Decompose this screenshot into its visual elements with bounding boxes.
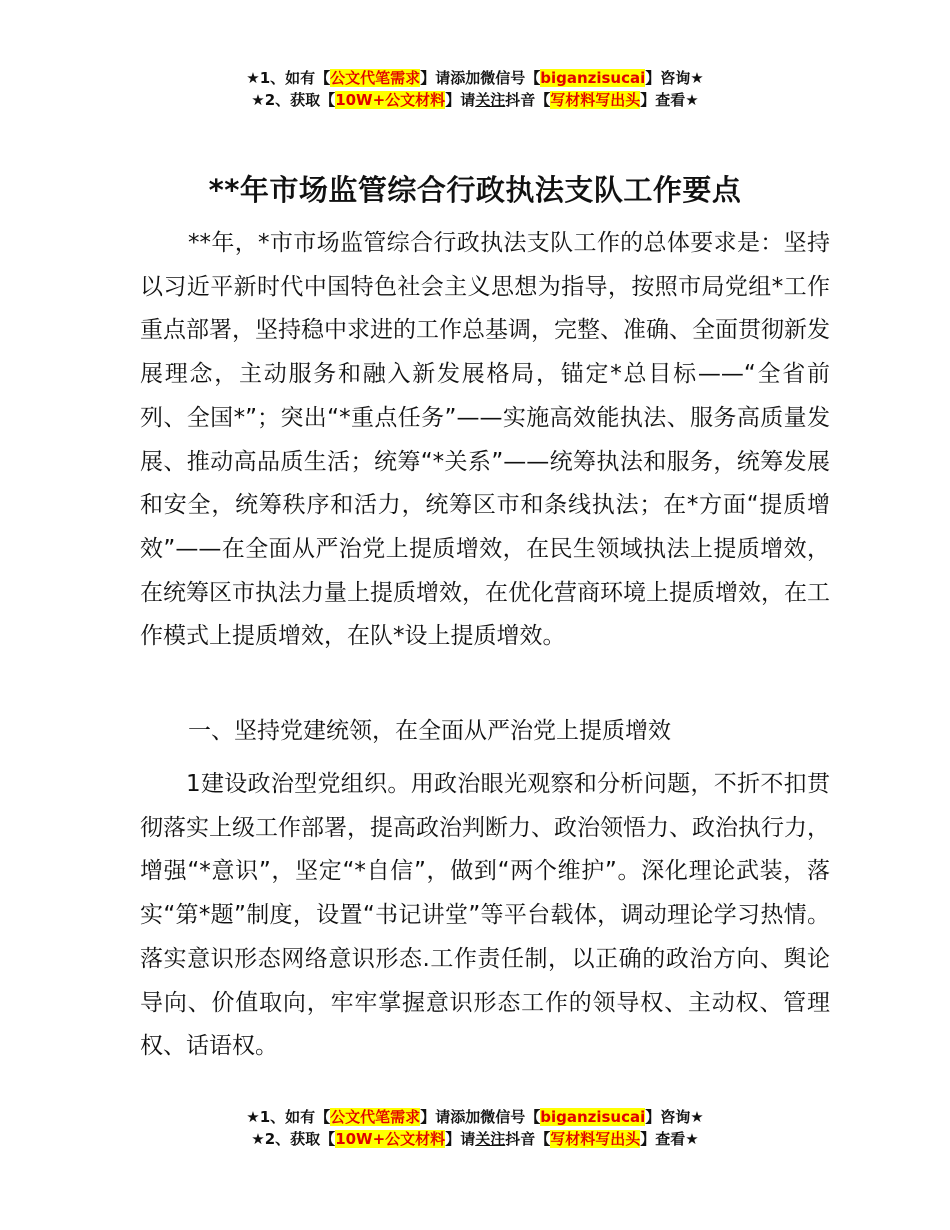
- banner-text: ★2、获取【: [251, 1130, 336, 1148]
- intro-paragraph: [140, 222, 830, 659]
- banner-line-1: [0, 1106, 950, 1128]
- highlight-wechat-id: biganzisucai: [540, 69, 646, 87]
- banner-line-2: [0, 1128, 950, 1150]
- document-title: **年市场监管综合行政执法支队工作要点: [208, 173, 742, 207]
- highlight-douyin: 写材料写出头: [550, 1130, 641, 1148]
- section-heading: [188, 710, 830, 754]
- banner-text: 】请添加微信号【: [420, 69, 541, 87]
- underlined-follow: 关注: [475, 91, 506, 109]
- paragraph-text: **年，*市市场监管综合行政执法支队工作的总体要求是：坚持以习近平新时代中国特色社会主义思想为指导，按照市局党组*工作重点部署，坚持稳中求进的工作总基调，完整、准确、全面贯彻新发展理念，主动服务和融入新发展格局，锚定*总目标——“全省前列、全国*”；突出“*重点任务”——实施高效能执法、服务高质量发展、推动高品质生活；统筹“*关系”——统筹执法和服务，统筹发展和安全，统筹秩序和活力，统筹区市和条线执法；在*方面“提质增效”——在全面从严治党上提质增效，在民生领域执法上提质增效，在统筹区市执法力量上提质增效，在优化营商环境上提质增效，在工作模式上提质增效，在队*设上提质增效。: [140, 230, 830, 650]
- banner-text: 抖音【: [505, 1130, 551, 1148]
- banner-line-1: [0, 67, 950, 89]
- banner-text: ★2、获取【: [251, 91, 336, 109]
- highlight-service: 公文代笔需求: [330, 69, 421, 87]
- item-paragraph: [140, 763, 830, 1069]
- footer-banner: [0, 1106, 950, 1150]
- underlined-follow: 关注: [475, 1130, 506, 1148]
- banner-line-2: [0, 89, 950, 111]
- highlight-materials: 10W+公文材料: [335, 91, 446, 109]
- banner-text: 】咨询★: [645, 69, 704, 87]
- highlight-materials: 10W+公文材料: [335, 1130, 446, 1148]
- banner-text: 】查看★: [640, 91, 699, 109]
- banner-text: 】请: [445, 1130, 476, 1148]
- banner-text: 】请: [445, 91, 476, 109]
- highlight-douyin: 写材料写出头: [550, 91, 641, 109]
- banner-text: 】查看★: [640, 1130, 699, 1148]
- section-heading-text: 一、坚持党建统领，在全面从严治党上提质增效: [188, 718, 671, 744]
- banner-text: ★1、如有【: [246, 1108, 331, 1126]
- paragraph-text: 1建设政治型党组织。用政治眼光观察和分析问题，不折不扣贯彻落实上级工作部署，提高政治判断力、政治领悟力、政治执行力，增强“*意识”，坚定“*自信”，做到“两个维护”。深化理论武装，落实“第*题”制度，设置“书记讲堂”等平台载体，调动理论学习热情。落实意识形态网络意识形态.工作责任制，以正确的政治方向、舆论导向、价值取向，牢牢掌握意识形态工作的领导权、主动权、管理权、话语权。: [140, 771, 830, 1060]
- banner-text: 抖音【: [505, 91, 551, 109]
- highlight-service: 公文代笔需求: [330, 1108, 421, 1126]
- banner-text: ★1、如有【: [246, 69, 331, 87]
- banner-text: 】咨询★: [645, 1108, 704, 1126]
- highlight-wechat-id: biganzisucai: [540, 1108, 646, 1126]
- banner-text: 】请添加微信号【: [420, 1108, 541, 1126]
- header-banner: [0, 67, 950, 111]
